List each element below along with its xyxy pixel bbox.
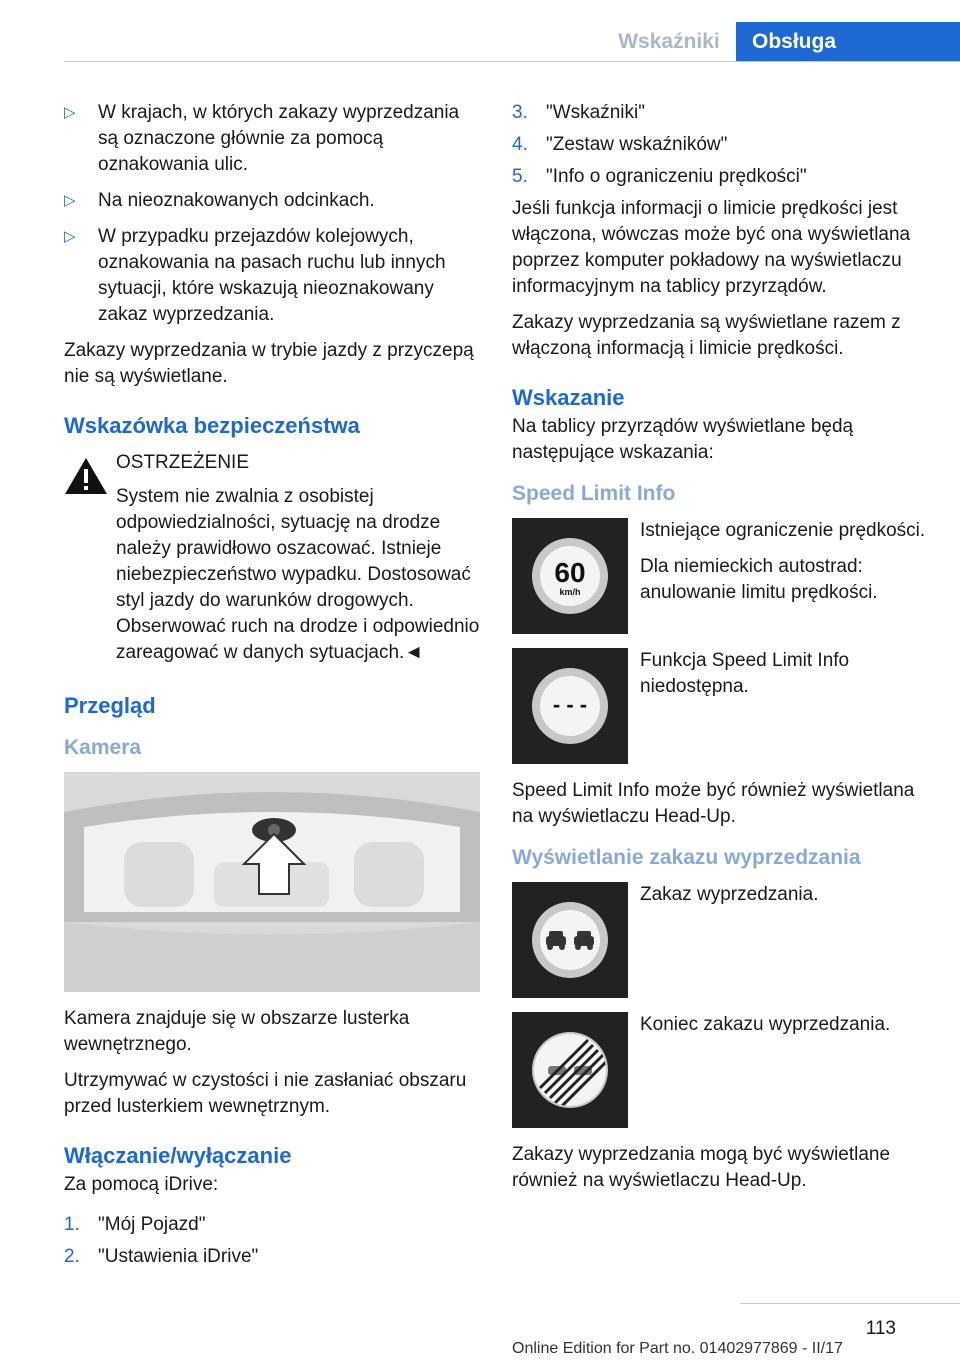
list-item: ▷ W przypadku przejazdów kolejowych, oznakowania na pasach ruchu lub innych sytuacji, które wskazują nieoznakowany zakaz wyprzedzania. [64,226,446,325]
warning-text: System nie zwalnia z osobistej odpowiedzialności, sytuację na drodze należy prawidłowo oszacować. Istnieje niebezpieczeństwo wypadku. Dostosować styl jazdy do warunków drogowych. Obserwować ruch na drodze i odpowiednio zareagować w danych sytuacjach.◄ [116,486,480,663]
info-paragraph-1: Jeśli funkcja informacji o limicie prędkości jest włączona, wówczas może być ona wyświetlana poprzez komputer pokładowy na wyświetlaczu informacyjnym na tablicy przyrządów. [512,198,911,297]
end-no-passing-sign-image [512,1012,628,1128]
header-divider [64,61,960,62]
sli-heading: Speed Limit Info [512,482,676,505]
no-passing-icon [530,900,610,980]
sign-row-speed-limit [512,518,932,634]
camera-text-1: Kamera znajduje się w obszarze lusterka wewnętrznego. [64,1008,410,1055]
speed-limit-unavailable-icon [530,666,610,746]
left-column [64,100,484,1276]
speed-limit-sign-image [512,518,628,634]
hud-note: Speed Limit Info może być również wyświetlana na wyświetlaczu Head-Up. [512,780,915,827]
warning-icon [64,456,108,496]
triangle-bullet-icon: ▷ [64,192,76,209]
page-number: 113 [865,1318,896,1339]
list-item: 5. "Info o ograniczeniu prędkości" [512,166,807,187]
right-column [512,100,932,1204]
camera-heading: Kamera [64,736,142,759]
onoff-heading: Włączanie/wyłączanie [64,1143,292,1168]
steps-list-left [64,1212,484,1270]
steps-list-right [512,100,932,190]
footer-divider [740,1303,960,1304]
edition-footer: Online Edition for Part no. 01402977869 - II/17 [512,1340,843,1357]
svg-text:60: 60 [554,557,586,588]
svg-text:- - -: - - - [552,692,588,717]
trailer-note: Zakazy wyprzedzania w trybie jazdy z przyczepą nie są wyświetlane. [64,340,474,387]
info-paragraph-2: Zakazy wyprzedzania są wyświetlane razem z włączoną informacją i limicie prędkości. [512,312,901,359]
onoff-intro: Za pomocą iDrive: [64,1174,219,1195]
nopass-heading: Wyświetlanie zakazu wyprzedzania [512,846,861,869]
safety-heading: Wskazówka bezpieczeństwa [64,413,360,438]
list-item: 4. "Zestaw wskaźników" [512,134,728,155]
sign-row-unavailable [512,648,932,764]
bullet-list [64,100,484,328]
sign-row-end-no-passing [512,1012,932,1128]
list-item: 1. "Mój Pojazd" [64,1214,206,1235]
camera-text-2: Utrzymywać w czystości i nie zasłaniać obszaru przed lusterkiem wewnętrznym. [64,1070,467,1117]
display-text: Na tablicy przyrządów wyświetlane będą następujące wskazania: [512,416,854,463]
sign-row-no-passing [512,882,932,998]
triangle-bullet-icon: ▷ [64,228,76,245]
no-passing-sign-image [512,882,628,998]
list-item: ▷ W krajach, w których zakazy wyprzedzania są oznaczone głównie za pomocą oznakowania ulic. [64,102,460,175]
list-item: 2. "Ustawienia iDrive" [64,1246,259,1267]
unavailable-sign-image [512,648,628,764]
header-tab-indicators[interactable]: Wskaźniki [618,30,720,53]
final-note: Zakazy wyprzedzania mogą być wyświetlane również na wyświetlaczu Head-Up. [512,1144,891,1191]
warning-title: OSTRZEŻENIE [116,452,250,473]
sign-description: Funkcja Speed Limit Info niedostępna. [640,650,850,697]
speed-limit-60-icon [530,536,610,616]
sign-description: Zakaz wyprzedzania. [640,884,819,905]
list-item: ▷ Na nieoznakowanych odcinkach. [64,188,484,214]
camera-illustration [64,772,480,992]
list-item: 3. "Wskaźniki" [512,102,645,123]
sign-description: Istniejące ograniczenie prędkości. Dla niemieckich autostrad: anulowanie limitu prędkości. [640,520,926,603]
svg-text:km/h: km/h [559,587,581,597]
sign-description: Koniec zakazu wyprzedzania. [640,1014,891,1035]
triangle-bullet-icon: ▷ [64,104,76,121]
header-tab-operation[interactable]: Obsługa [736,22,960,62]
overview-heading: Przegląd [64,693,156,718]
warning-block [64,450,484,666]
end-no-passing-icon [530,1030,610,1110]
display-heading: Wskazanie [512,385,625,410]
